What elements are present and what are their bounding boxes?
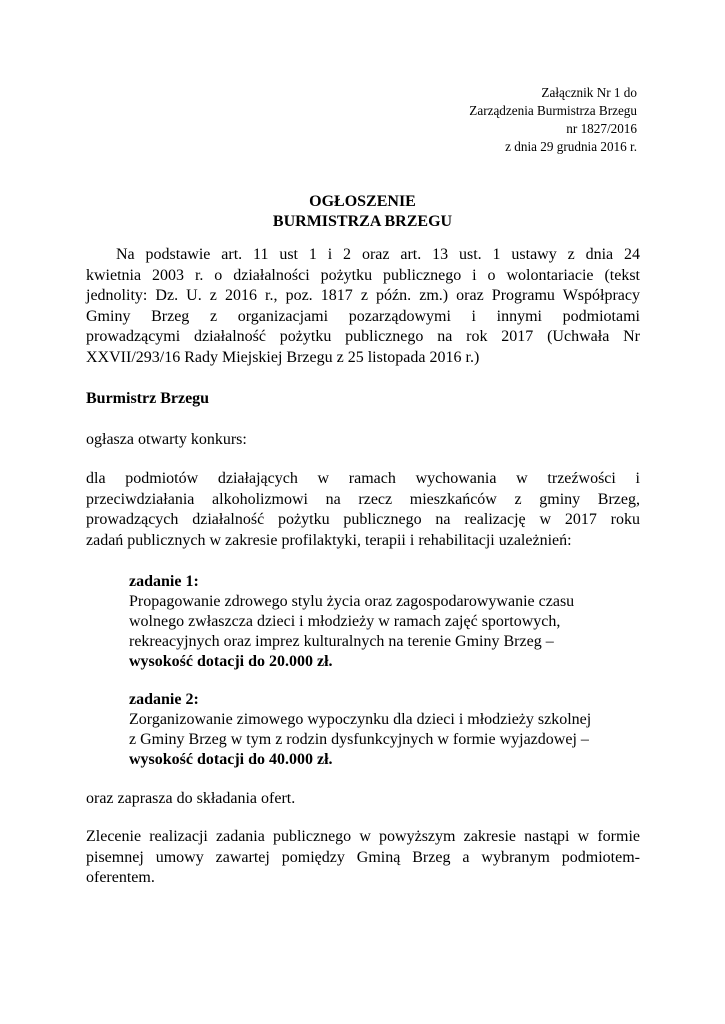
task-line: wolnego zwłaszcza dzieci i młodzieży w ramach zajęć sportowych, bbox=[129, 613, 561, 630]
task-1 bbox=[129, 572, 649, 672]
task-line: rekreacyjnych oraz imprez kulturalnych na terenie Gminy Brzeg – bbox=[129, 633, 554, 650]
announces-line: ogłasza otwarty konkurs: bbox=[86, 431, 247, 448]
task-line: z Gminy Brzeg w tym z rodzin dysfunkcyjnych w formie wyjazdowej – bbox=[129, 731, 589, 748]
closing-paragraph bbox=[86, 827, 640, 889]
task-2 bbox=[129, 690, 649, 770]
task-label: zadanie 2: bbox=[129, 691, 199, 708]
attachment-line: Zarządzenia Burmistrza Brzegu bbox=[469, 103, 637, 118]
closing-line: pisemnej umowy zawartej pomiędzy Gminą Brzeg a wybranym podmiotem- bbox=[86, 848, 640, 866]
purpose-paragraph bbox=[86, 469, 640, 551]
task-line: Zorganizowanie zimowego wypoczynku dla dzieci i młodzieży szkolnej bbox=[129, 711, 592, 728]
task-amount: wysokość dotacji do 20.000 zł. bbox=[129, 653, 333, 670]
attachment-line: Załącznik Nr 1 do bbox=[541, 85, 637, 100]
title-line: BURMISTRZA BRZEGU bbox=[272, 213, 453, 230]
purpose-line: zadań publicznych w zakresie profilaktyki, terapii i rehabilitacji uzależnień: bbox=[86, 531, 572, 549]
intro-line: Na podstawie art. 11 ust 1 i 2 oraz art. 13 ust. 1 ustawy z dnia 24 bbox=[116, 246, 640, 263]
intro-line: jednolity: Dz. U. z 2016 r., poz. 1817 z późn. zm.) oraz Programu Współpracy bbox=[86, 287, 640, 304]
intro-paragraph bbox=[86, 245, 640, 368]
intro-line: kwietnia 2003 r. o działalności pożytku publicznego i o wolontariacie (tekst bbox=[86, 266, 640, 284]
task-label: zadanie 1: bbox=[129, 573, 199, 590]
intro-line: XXVII/293/16 Rady Miejskiej Brzegu z 25 listopada 2016 r.) bbox=[86, 348, 480, 366]
document-title bbox=[0, 192, 725, 232]
invite-line: oraz zaprasza do składania ofert. bbox=[86, 790, 296, 807]
purpose-line: przeciwdziałania alkoholizmowi na rzecz mieszkańców z gminy Brzeg, bbox=[86, 490, 640, 508]
intro-line: prowadzącymi działalność pożytku publicznego na rok 2017 (Uchwała Nr bbox=[86, 328, 640, 345]
purpose-line: prowadzących działalność pożytku publicznego na realizację w 2017 roku bbox=[86, 511, 640, 528]
task-amount: wysokość dotacji do 40.000 zł. bbox=[129, 751, 333, 768]
closing-line: Zlecenie realizacji zadania publicznego w powyższym zakresie nastąpi w formie bbox=[86, 828, 640, 845]
attachment-note bbox=[469, 84, 637, 156]
closing-line: oferentem. bbox=[86, 869, 155, 886]
task-line: Propagowanie zdrowego stylu życia oraz zagospodarowywanie czasu bbox=[129, 593, 575, 610]
title-line: OGŁOSZENIE bbox=[309, 193, 416, 210]
attachment-line: z dnia 29 grudnia 2016 r. bbox=[505, 139, 637, 154]
purpose-line: dla podmiotów działających w ramach wychowania w trzeźwości i bbox=[86, 470, 640, 487]
mayor-heading: Burmistrz Brzegu bbox=[86, 390, 210, 407]
attachment-line: nr 1827/2016 bbox=[566, 121, 637, 136]
intro-line: Gminy Brzeg z organizacjami pozarządowymi i innymi podmiotami bbox=[86, 307, 640, 325]
